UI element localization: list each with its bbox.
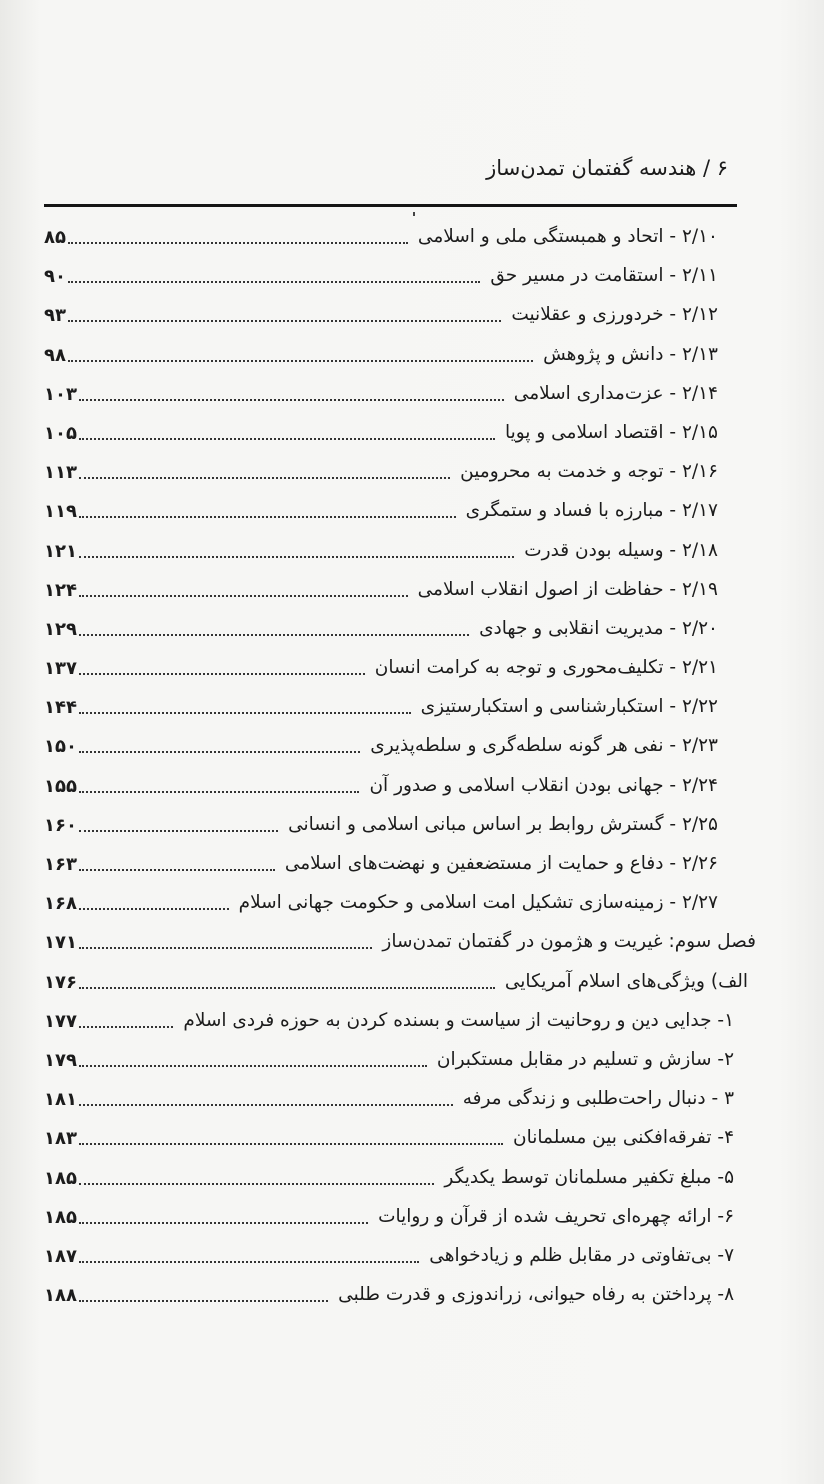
toc-page-number: ۹۸ [44,344,66,366]
toc-page-number: ۹۳ [44,305,66,327]
toc-page-number: ۱۷۶ [44,971,77,993]
toc-row [44,416,756,455]
toc-row [44,886,756,925]
toc-row [44,220,756,259]
dot-leader [79,634,469,636]
toc-entry-title: ۲/۱۱ - استقامت در مسیر حق [490,265,718,287]
dot-leader [79,1104,453,1106]
toc-row [44,259,756,298]
toc-row [44,1082,756,1121]
toc-entry-title: ۸- پرداختن به رفاه حیوانی، زراندوزی و قدرت طلبی [338,1284,734,1306]
toc-page-number: ۱۶۳ [44,854,77,875]
dot-leader [79,477,450,479]
toc-entry-title: ۲/۲۲ - استکبارشناسی و استکبارستیزی [420,696,718,718]
toc-entry-title: ۲/۱۶ - توجه و خدمت به محرومین [460,461,718,483]
toc-entry-title: ۲/۲۱ - تکلیف‌محوری و توجه به کرامت انسان [374,657,718,679]
toc-page-number: ۱۸۵ [44,1167,77,1189]
toc-row [44,494,756,533]
toc-entry-title: ۵- مبلغ تکفیر مسلمانان توسط یکدیگر [444,1166,734,1188]
dot-leader [79,751,360,753]
dot-leader [79,1183,434,1185]
toc-page-number: ۱۷۱ [44,932,77,954]
toc-row [44,377,756,416]
toc-page-number: ۱۲۴ [44,579,77,601]
table-of-contents [44,220,756,1317]
toc-entry-title: ۳ - دنبال راحت‌طلبی و زندگی مرفه [462,1088,734,1110]
toc-entry-title: ۲/۱۹ - حفاظت از اصول انقلاب اسلامی [417,578,718,600]
toc-page-number: ۸۵ [44,227,66,248]
toc-page-number: ۱۱۳ [44,462,77,484]
toc-page-number: ۱۸۱ [44,1089,77,1111]
dot-leader [79,556,514,558]
toc-row [44,338,756,377]
toc-page-number: ۱۰۵ [44,422,77,444]
toc-page-number: ۹۰ [44,266,66,288]
toc-entry-title: ۲/۲۶ - دفاع و حمایت از مستضعفین و نهضت‌های اسلامی [284,853,718,874]
dot-leader [79,947,372,949]
toc-row [44,1043,756,1082]
running-head: ۶ / هندسه گفتمان تمدن‌ساز [486,156,728,180]
toc-row [44,690,756,729]
toc-entry-title: ۷- بی‌تفاوتی در مقابل ظلم و زیادخواهی [429,1244,734,1266]
toc-entry-title: الف) ویژگی‌های اسلام آمریکایی [504,970,748,992]
dot-leader [79,1026,173,1028]
toc-entry-title: ۲/۲۵ - گسترش روابط بر اساس مبانی اسلامی و انسانی [288,813,718,835]
toc-entry-title: ۲/۲۰ - مدیریت انقلابی و جهادی [479,617,718,639]
toc-row [44,1200,756,1239]
toc-page-number: ۱۸۸ [44,1285,77,1307]
dot-leader [79,791,360,793]
dot-leader [79,1222,368,1224]
toc-page-number: ۱۶۰ [44,814,77,836]
toc-page-number: ۱۵۰ [44,736,77,758]
toc-page-number: ۱۸۳ [44,1128,77,1150]
dot-leader [79,830,278,832]
toc-page-number: ۱۶۸ [44,893,77,915]
dot-leader [68,281,480,283]
toc-entry-title: ۱- جدایی دین و روحانیت از سیاست و بسنده کردن به حوزه فردی اسلام [183,1009,734,1031]
toc-entry-title: ۲/۲۳ - نفی هر گونه سلطه‌گری و سلطه‌پذیری [370,735,718,757]
toc-page-number: ۱۸۷ [44,1245,77,1267]
toc-row [44,1161,756,1200]
toc-row [44,1239,756,1278]
toc-entry-title: ۲/۱۷ - مبارزه با فساد و ستمگری [465,500,718,522]
toc-row [44,925,756,964]
toc-row [44,965,756,1004]
toc-entry-title: ۲/۱۳ - دانش و پژوهش [543,343,718,365]
toc-page-number: ۱۴۴ [44,697,77,719]
toc-entry-title: ۶- ارائه چهره‌ای تحریف شده از قرآن و روایات [378,1205,734,1227]
toc-row [44,808,756,847]
dot-leader [79,908,229,910]
toc-page-number: ۱۷۷ [44,1010,77,1032]
toc-entry-title: ۲/۲۷ - زمینه‌سازی تشکیل امت اسلامی و حکومت جهانی اسلام [238,892,718,914]
toc-entry-title: ۲/۱۵ - اقتصاد اسلامی و پویا [504,421,718,443]
header-rule [44,204,737,207]
toc-entry-title: ۲- سازش و تسلیم در مقابل مستکبران [436,1048,734,1070]
dot-leader [68,320,501,322]
toc-row [44,769,756,808]
toc-row [44,1121,756,1160]
toc-row [44,847,756,886]
toc-row [44,651,756,690]
toc-page-number: ۱۱۹ [44,501,77,523]
toc-entry-title: ۲/۱۲ - خردورزی و عقلانیت [511,304,718,326]
dot-leader [79,516,456,518]
dot-leader [79,869,275,871]
toc-page-number: ۱۳۷ [44,658,77,680]
toc-page-number: ۱۲۹ [44,618,77,640]
toc-page-number: ۱۷۹ [44,1049,77,1071]
dot-leader [79,673,365,675]
dot-leader [79,712,411,714]
toc-entry-title: ۲/۱۰ - اتحاد و همبستگی ملی و اسلامی [417,226,718,247]
toc-page-number: ۱۵۵ [44,775,77,797]
dot-leader [68,360,533,362]
dot-leader [79,987,495,989]
toc-entry-title: ۲/۱۸ - وسیله بودن قدرت [524,539,718,561]
dot-leader [79,1065,427,1067]
dot-leader [79,1300,328,1302]
dot-leader [79,1261,419,1263]
toc-page-number: ۱۸۵ [44,1206,77,1228]
toc-entry-title: ۲/۱۴ - عزت‌مداری اسلامی [513,382,718,404]
toc-row [44,1004,756,1043]
dot-leader [68,242,408,244]
toc-page-number: ۱۰۳ [44,383,77,405]
dot-leader [79,399,504,401]
toc-entry-title: ۴- تفرقه‌افکنی بین مسلمانان [513,1127,734,1149]
toc-row [44,729,756,768]
toc-entry-title: ۲/۲۴ - جهانی بودن انقلاب اسلامی و صدور آن [369,774,718,796]
toc-row [44,573,756,612]
toc-row [44,534,756,573]
dot-leader [79,595,408,597]
print-speck [413,212,415,216]
toc-row [44,298,756,337]
dot-leader [79,438,495,440]
dot-leader [79,1143,503,1145]
toc-row [44,612,756,651]
toc-row [44,1278,756,1317]
toc-page-number: ۱۲۱ [44,540,77,562]
toc-row [44,455,756,494]
toc-entry-title: فصل سوم: غیریت و هژمون در گفتمان تمدن‌ساز [382,931,756,953]
